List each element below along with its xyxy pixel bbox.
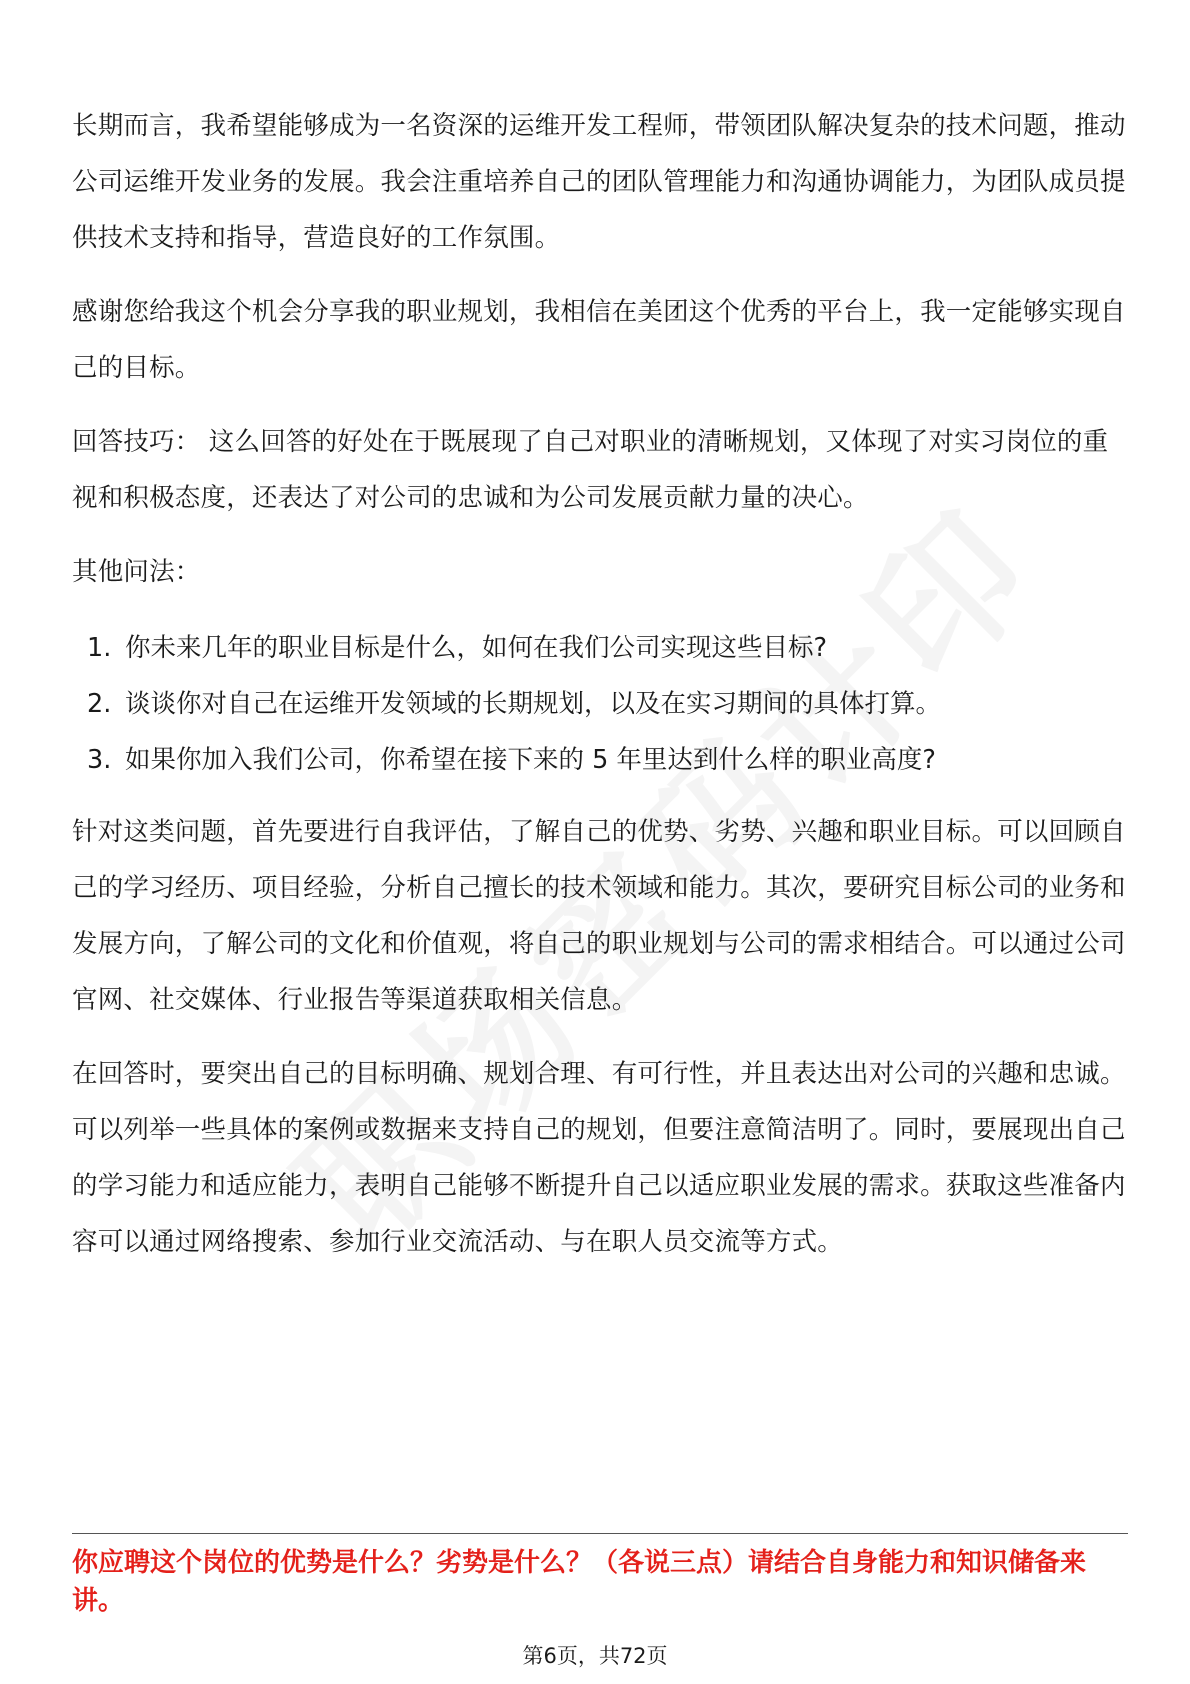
list-item-text: 如果你加入我们公司，你希望在接下来的 5 年里达到什么样的职业高度? — [125, 745, 936, 775]
list-item-text: 你未来几年的职业目标是什么，如何在我们公司实现这些目标? — [125, 633, 828, 663]
paragraph-self-assessment-advice: 针对这类问题，首先要进行自我评估，了解自己的优势、劣势、兴趣和职业目标。可以回顾自己的学习经历、项目经验，分析自己擅长的技术领域和能力。其次，要研究目标公司的业务和发展方向，了解公司的文化和价值观，将自己的职业规划与公司的需求相结合。可以通过公司官网、社交媒体、行业报告等渠道获取相关信息。 — [72, 817, 1126, 1015]
list-item — [72, 676, 1128, 732]
paragraph-long-term-plan: 长期而言，我希望能够成为一名资深的运维开发工程师，带领团队解决复杂的技术问题，推动公司运维开发业务的发展。我会注重培养自己的团队管理能力和沟通协调能力，为团队成员提供技术支持和指导，营造良好的工作氛围。 — [72, 111, 1126, 253]
section-divider — [72, 1533, 1128, 1534]
other-questions-list — [72, 620, 1128, 788]
paragraph-thanks: 感谢您给我这个机会分享我的职业规划，我相信在美团这个优秀的平台上，我一定能够实现自己的目标。 — [72, 297, 1126, 383]
list-item-number: 2. — [87, 689, 112, 719]
next-question-heading: 你应聘这个岗位的优势是什么？劣势是什么？（各说三点）请结合自身能力和知识储备来讲。 — [72, 1548, 1087, 1616]
page-number-footer: 第6页，共72页 — [522, 1644, 668, 1668]
paragraph-answering-advice: 在回答时，要突出自己的目标明确、规划合理、有可行性，并且表达出对公司的兴趣和忠诚。可以列举一些具体的案例或数据来支持自己的规划，但要注意简洁明了。同时，要展现出自己的学习能力和适应能力，表明自己能够不断提升自己以适应职业发展的需求。获取这些准备内容可以通过网络搜索、参加行业交流活动、与在职人员交流等方式。 — [72, 1059, 1126, 1257]
paragraph-answer-tips: 回答技巧： 这么回答的好处在于既展现了自己对职业的清晰规划，又体现了对实习岗位的重视和积极态度，还表达了对公司的忠诚和为公司发展贡献力量的决心。 — [72, 427, 1109, 513]
list-item — [72, 620, 1128, 676]
list-item — [72, 732, 1128, 788]
document-body — [72, 98, 1128, 1270]
list-item-text: 谈谈你对自己在运维开发领域的长期规划，以及在实习期间的具体打算。 — [125, 689, 942, 719]
list-item-number: 1. — [87, 633, 112, 663]
list-item-number: 3. — [87, 745, 112, 775]
paragraph-other-questions-heading: 其他问法： — [72, 557, 201, 587]
